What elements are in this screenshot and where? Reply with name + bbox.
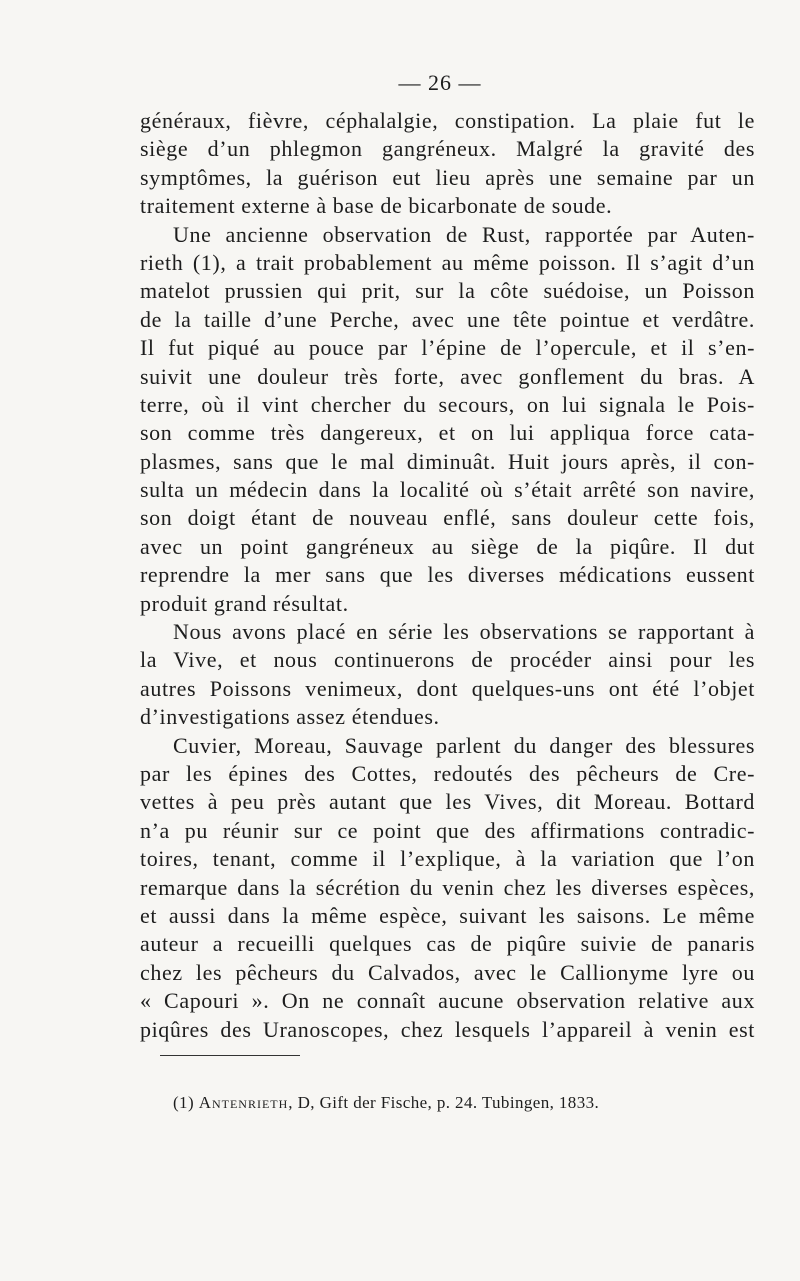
text-line: n’a pu réunir sur ce point que des affirmations contradic- bbox=[140, 817, 755, 843]
text-line: auteur a recueilli quelques cas de piqûre suivie de panaris bbox=[140, 931, 755, 957]
text-line: remarque dans la sécrétion du venin chez les diverses espèces, bbox=[140, 874, 755, 900]
page-number: — 26 — bbox=[398, 70, 482, 95]
text-line: la Vive, et nous continuerons de procéder ainsi pour les bbox=[140, 647, 755, 673]
text-line: son comme très dangereux, et on lui appliqua force cata- bbox=[140, 420, 755, 446]
footnote-reference: , D, Gift der Fische, p. 24. Tubingen, 1833. bbox=[288, 1093, 600, 1112]
text-line: piqûres des Uranoscopes, chez lesquels l’appareil à venin est bbox=[140, 1016, 755, 1042]
body-text bbox=[140, 107, 755, 1044]
text-line: d’investigations assez étendues. bbox=[140, 704, 440, 730]
text-line: produit grand résultat. bbox=[140, 590, 349, 616]
text-line: de la taille d’une Perche, avec une tête pointue et verdâtre. bbox=[140, 306, 755, 332]
text-line: généraux, fièvre, céphalalgie, constipation. La plaie fut le bbox=[140, 108, 755, 133]
text-line: « Capouri ». On ne connaît aucune observation relative aux bbox=[140, 988, 755, 1014]
footnote bbox=[173, 1093, 599, 1113]
text-line: toires, tenant, comme il l’explique, à la variation que l’on bbox=[140, 846, 755, 872]
footnote-separator bbox=[160, 1055, 300, 1056]
text-line: autres Poissons venimeux, dont quelques-uns ont été l’objet bbox=[140, 675, 755, 701]
text-line: suivit une douleur très forte, avec gonflement du bras. A bbox=[140, 363, 755, 389]
text-line: traitement externe à base de bicarbonate de soude. bbox=[140, 193, 613, 219]
text-line: avec un point gangréneux au siège de la piqûre. Il dut bbox=[140, 533, 755, 559]
text-line: plasmes, sans que le mal diminuât. Huit jours après, il con- bbox=[140, 448, 755, 474]
text-line: Une ancienne observation de Rust, rapportée par Auten- bbox=[173, 221, 755, 247]
text-line: Il fut piqué au pouce par l’épine de l’opercule, et il s’en- bbox=[140, 335, 755, 361]
text-line: symptômes, la guérison eut lieu après une semaine par un bbox=[140, 164, 755, 190]
text-line: Cuvier, Moreau, Sauvage parlent du danger des blessures bbox=[173, 732, 755, 758]
text-line: et aussi dans la même espèce, suivant les saisons. Le même bbox=[140, 902, 755, 928]
text-line: rieth (1), a trait probablement au même poisson. Il s’agit d’un bbox=[140, 249, 755, 275]
text-line: par les épines des Cottes, redoutés des pêcheurs de Cre- bbox=[140, 760, 755, 786]
text-line: sulta un médecin dans la localité où s’était arrêté son navire, bbox=[140, 477, 755, 503]
text-line: terre, où il vint chercher du secours, on lui signala le Pois- bbox=[140, 391, 755, 417]
footnote-marker: (1) bbox=[173, 1093, 195, 1112]
footnote-author: Antenrieth bbox=[198, 1093, 289, 1112]
text-line: reprendre la mer sans que les diverses médications eussent bbox=[140, 562, 755, 588]
text-line: matelot prussien qui prit, sur la côte suédoise, un Poisson bbox=[140, 278, 755, 304]
text-line: siège d’un phlegmon gangréneux. Malgré la gravité des bbox=[140, 136, 755, 162]
text-line: vettes à peu près autant que les Vives, dit Moreau. Bottard bbox=[140, 789, 755, 815]
text-line: Nous avons placé en série les observations se rapportant à bbox=[173, 619, 755, 645]
text-line: chez les pêcheurs du Calvados, avec le Callionyme lyre ou bbox=[140, 959, 755, 985]
text-line: son doigt étant de nouveau enflé, sans douleur cette fois, bbox=[140, 505, 755, 531]
